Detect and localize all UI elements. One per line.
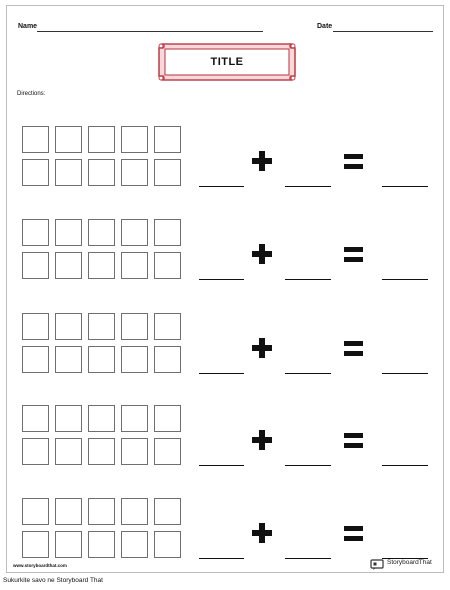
ten-frame-grid: [22, 219, 187, 281]
title-frame: [157, 42, 297, 82]
equals-icon: [344, 341, 363, 356]
counting-box[interactable]: [121, 159, 148, 186]
counting-box[interactable]: [154, 346, 181, 373]
counting-box[interactable]: [55, 346, 82, 373]
worksheet-title[interactable]: TITLE: [210, 56, 244, 68]
counting-box[interactable]: [154, 405, 181, 432]
plus-icon: [252, 151, 272, 171]
brand-name: StoryboardThat: [387, 559, 432, 566]
counting-box[interactable]: [22, 159, 49, 186]
counting-box[interactable]: [121, 498, 148, 525]
addend-2-line[interactable]: [285, 558, 331, 559]
counting-box[interactable]: [55, 219, 82, 246]
counting-box[interactable]: [88, 438, 115, 465]
counting-box[interactable]: [121, 438, 148, 465]
counting-box[interactable]: [22, 252, 49, 279]
counting-box[interactable]: [154, 219, 181, 246]
directions-label: Directions:: [17, 91, 46, 97]
counting-box[interactable]: [154, 498, 181, 525]
counting-box[interactable]: [22, 219, 49, 246]
sum-line[interactable]: [382, 279, 428, 280]
counting-box[interactable]: [154, 159, 181, 186]
plus-icon: [252, 338, 272, 358]
equals-icon: [344, 526, 363, 541]
counting-box[interactable]: [121, 405, 148, 432]
counting-box[interactable]: [88, 159, 115, 186]
counting-box[interactable]: [22, 438, 49, 465]
addend-1-line[interactable]: [199, 465, 244, 466]
counting-box[interactable]: [22, 531, 49, 558]
addend-1-line[interactable]: [199, 558, 244, 559]
counting-box[interactable]: [121, 313, 148, 340]
addend-2-line[interactable]: [285, 465, 331, 466]
counting-box[interactable]: [121, 126, 148, 153]
counting-box[interactable]: [88, 405, 115, 432]
counting-box[interactable]: [55, 531, 82, 558]
counting-box[interactable]: [55, 159, 82, 186]
counting-box[interactable]: [121, 346, 148, 373]
counting-box[interactable]: [55, 126, 82, 153]
caption: Sukurkite savo ne Storyboard That: [3, 577, 103, 584]
addend-1-line[interactable]: [199, 279, 244, 280]
name-line: [37, 31, 263, 32]
equals-icon: [344, 154, 363, 169]
counting-box[interactable]: [154, 126, 181, 153]
counting-box[interactable]: [88, 346, 115, 373]
footer-url: www.storyboardthat.com: [13, 563, 67, 568]
plus-icon: [252, 244, 272, 264]
addend-2-line[interactable]: [285, 279, 331, 280]
counting-box[interactable]: [55, 313, 82, 340]
equals-icon: [344, 247, 363, 262]
counting-box[interactable]: [88, 531, 115, 558]
counting-box[interactable]: [121, 219, 148, 246]
counting-box[interactable]: [88, 126, 115, 153]
counting-box[interactable]: [55, 438, 82, 465]
counting-box[interactable]: [55, 252, 82, 279]
date-label: Date: [317, 23, 333, 30]
counting-box[interactable]: [22, 346, 49, 373]
date-line: [333, 31, 433, 32]
counting-box[interactable]: [88, 313, 115, 340]
sum-line[interactable]: [382, 558, 428, 559]
sum-line[interactable]: [382, 186, 428, 187]
sum-line[interactable]: [382, 465, 428, 466]
counting-box[interactable]: [55, 405, 82, 432]
counting-box[interactable]: [22, 126, 49, 153]
storyboardthat-logo-icon: [370, 558, 384, 570]
worksheet-page: [6, 5, 444, 573]
counting-box[interactable]: [22, 405, 49, 432]
ten-frame-grid: [22, 126, 187, 188]
counting-box[interactable]: [154, 438, 181, 465]
sum-line[interactable]: [382, 373, 428, 374]
counting-box[interactable]: [154, 252, 181, 279]
counting-box[interactable]: [121, 252, 148, 279]
counting-box[interactable]: [154, 531, 181, 558]
counting-box[interactable]: [88, 252, 115, 279]
counting-box[interactable]: [22, 498, 49, 525]
counting-box[interactable]: [121, 531, 148, 558]
addend-2-line[interactable]: [285, 186, 331, 187]
addend-1-line[interactable]: [199, 373, 244, 374]
ten-frame-grid: [22, 498, 187, 560]
name-label: Name: [18, 23, 38, 30]
addend-2-line[interactable]: [285, 373, 331, 374]
counting-box[interactable]: [154, 313, 181, 340]
counting-box[interactable]: [88, 498, 115, 525]
counting-box[interactable]: [22, 313, 49, 340]
plus-icon: [252, 430, 272, 450]
ten-frame-grid: [22, 313, 187, 375]
plus-icon: [252, 523, 272, 543]
addend-1-line[interactable]: [199, 186, 244, 187]
storyboardthat-brand: [370, 558, 442, 572]
counting-box[interactable]: [88, 219, 115, 246]
equals-icon: [344, 433, 363, 448]
ten-frame-grid: [22, 405, 187, 467]
counting-box[interactable]: [55, 498, 82, 525]
